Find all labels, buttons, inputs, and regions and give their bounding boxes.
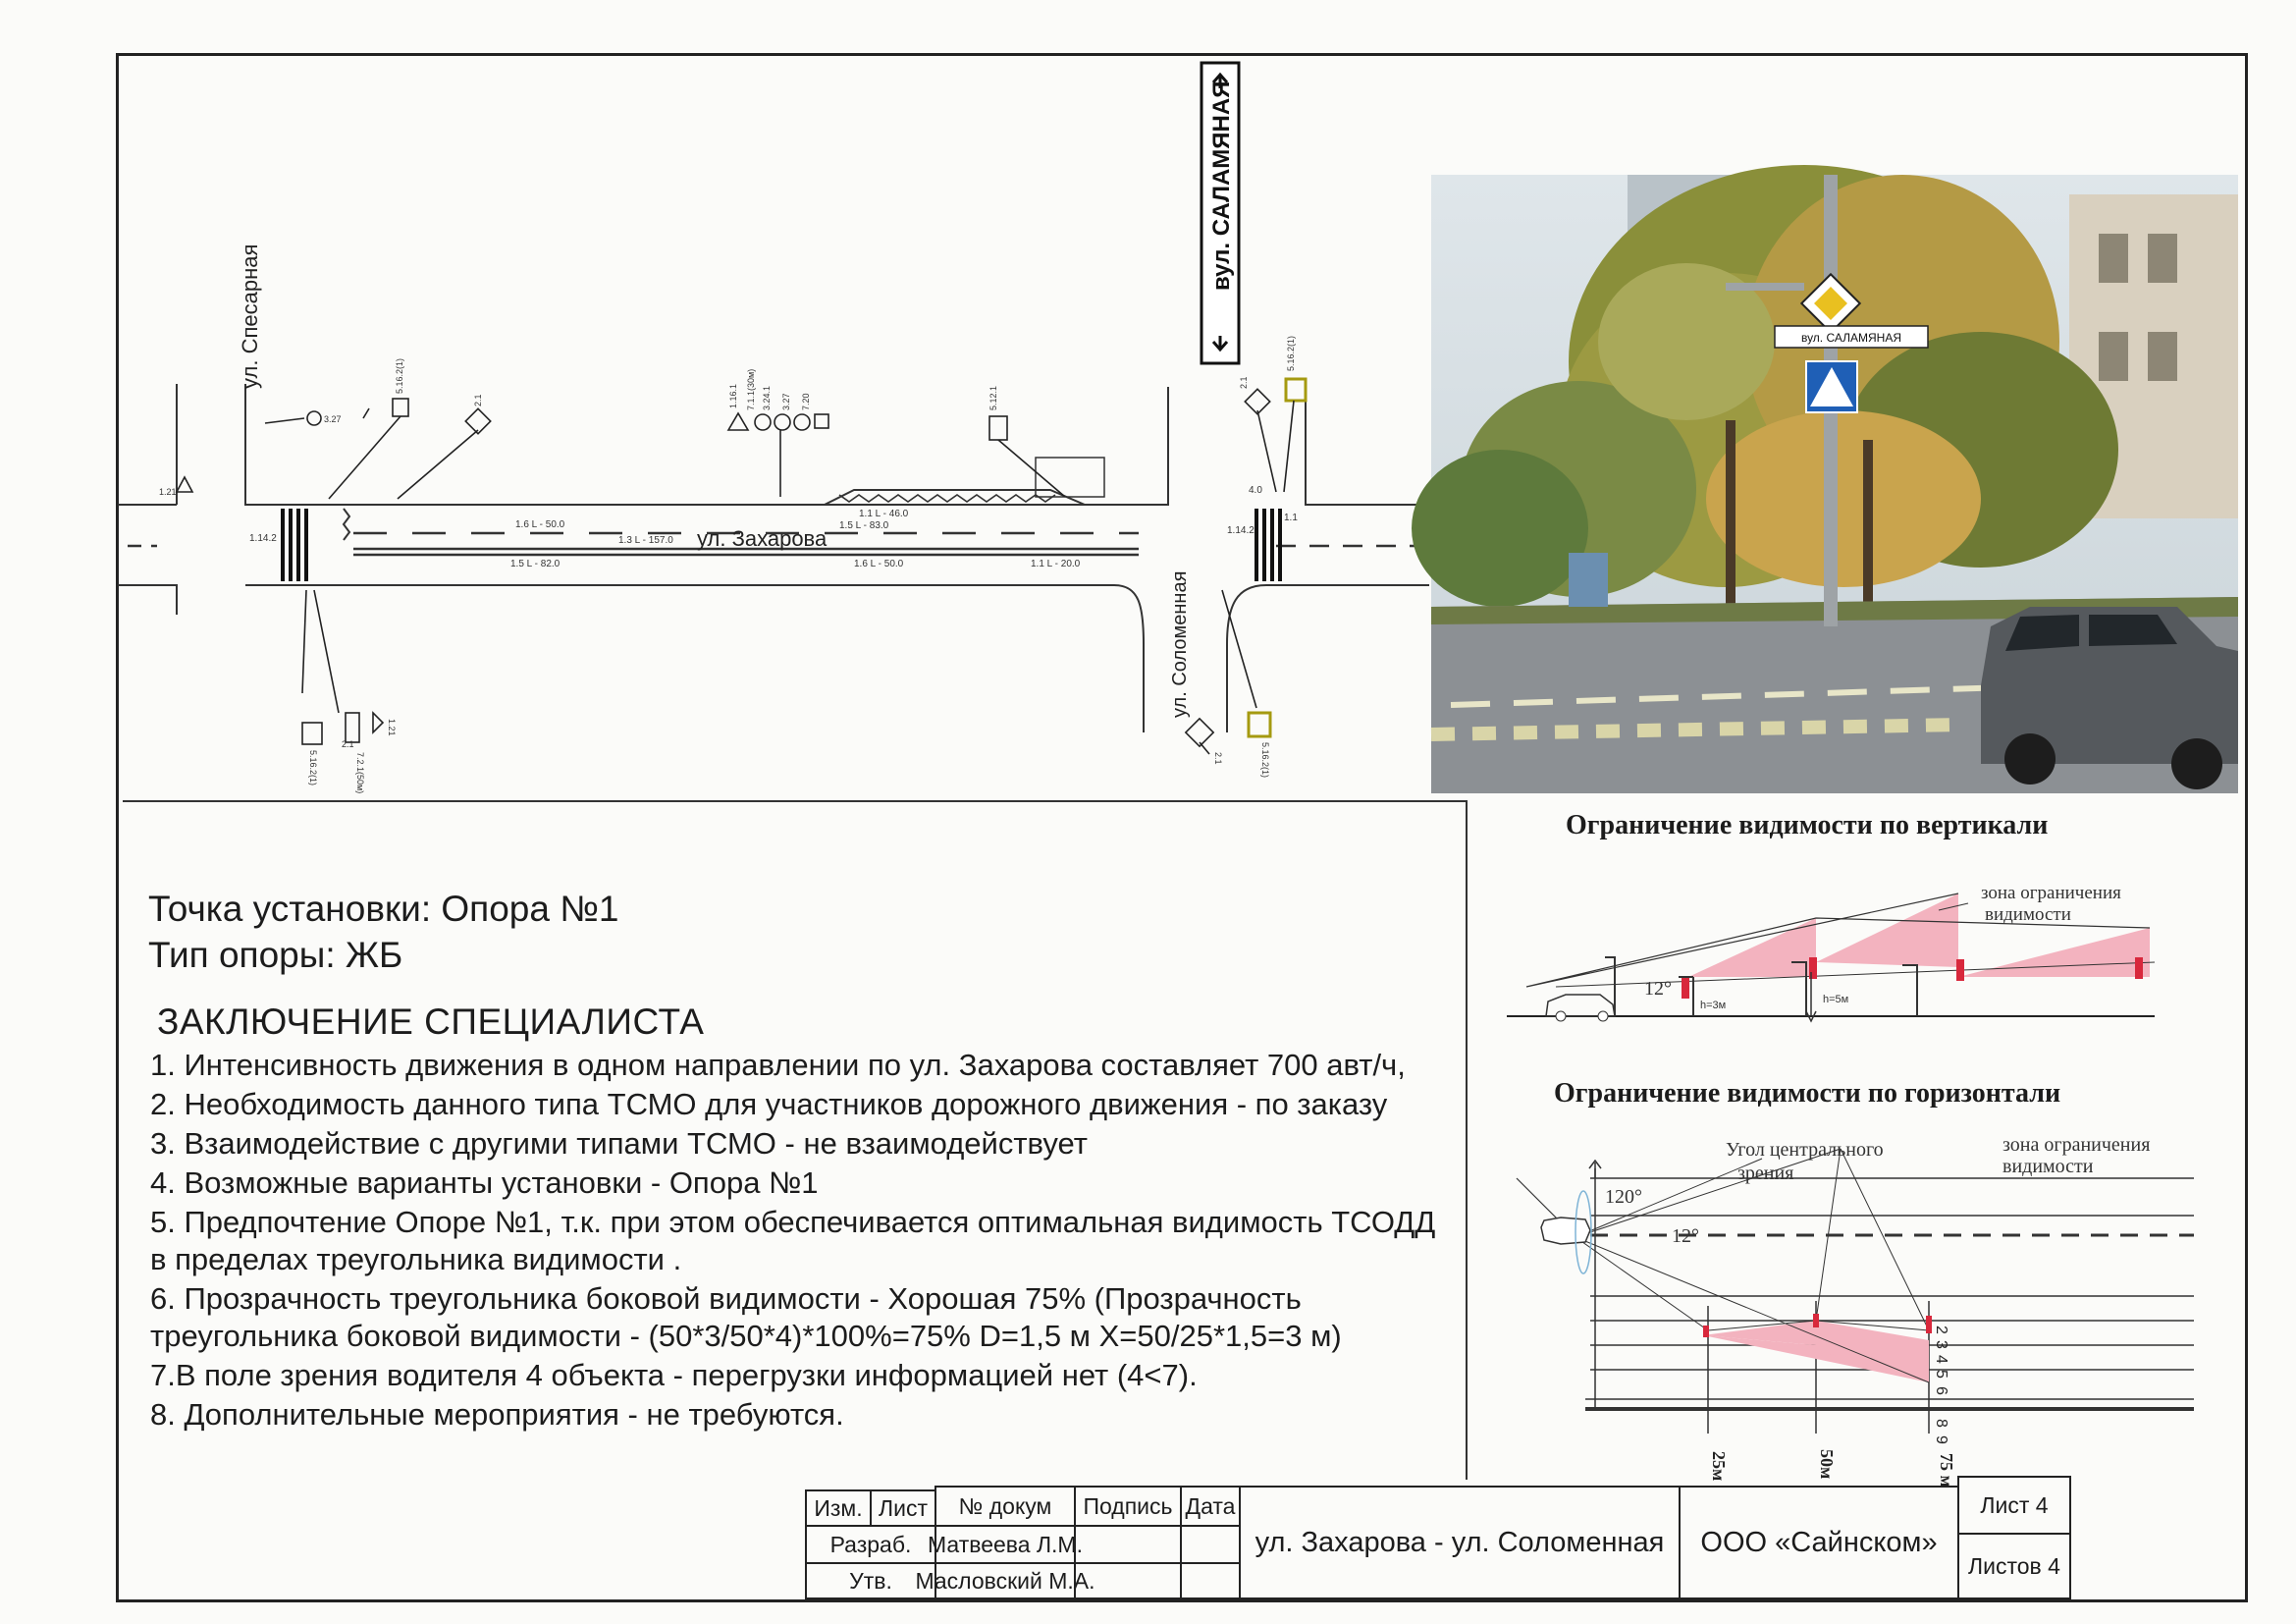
road-scheme [118, 55, 1429, 799]
svg-text:6: 6 [1933, 1386, 1949, 1395]
installation-point: Точка установки: Опора №1 [148, 889, 619, 929]
svg-text:1.6 L - 50.0: 1.6 L - 50.0 [854, 559, 904, 569]
developer-date [1180, 1525, 1241, 1564]
col-date: Дата [1180, 1486, 1241, 1527]
svg-text:5.16.2(1): 5.16.2(1) [395, 357, 404, 394]
svg-text:Угол центрального: Угол центрального [1726, 1139, 1884, 1161]
col-izm: Изм. [805, 1489, 872, 1527]
svg-text:2: 2 [1933, 1326, 1949, 1334]
road-signs [177, 379, 1306, 754]
svg-text:5.16.2(1): 5.16.2(1) [1260, 742, 1270, 779]
svg-text:5.16.2(1): 5.16.2(1) [1286, 335, 1296, 371]
svg-text:зона ограничения: зона ограничения [2002, 1134, 2151, 1156]
svg-text:1.14.2: 1.14.2 [1227, 525, 1255, 536]
street-photo [1431, 175, 2238, 793]
svg-text:120°: 120° [1605, 1186, 1642, 1208]
conclusion-item: 4. Возможные варианты установки - Опора №1 [150, 1165, 819, 1200]
svg-text:3: 3 [1933, 1340, 1949, 1349]
svg-text:8: 8 [1933, 1419, 1949, 1428]
svg-text:1.5 L - 82.0: 1.5 L - 82.0 [510, 559, 561, 569]
title-block [805, 1476, 2245, 1599]
col-list: Лист [870, 1489, 936, 1527]
visibility-diagrams [1468, 800, 2243, 1488]
svg-text:7.2.1(50м): 7.2.1(50м) [355, 752, 365, 794]
sign-labels [159, 336, 1296, 793]
street-spesarnaya: ул. Спесарная [238, 244, 262, 389]
svg-text:1.1: 1.1 [1284, 513, 1298, 523]
road-edges [118, 384, 1429, 732]
sheet-number: Лист 4 [1957, 1476, 2071, 1535]
sheet-count: Листов 4 [1957, 1533, 2071, 1599]
svg-text:5.16.2(1): 5.16.2(1) [308, 750, 318, 786]
svg-text:12°: 12° [1644, 978, 1672, 1000]
col-sign: Подпись [1074, 1486, 1182, 1527]
svg-text:1.21: 1.21 [387, 719, 397, 736]
horizontal-diagram [1468, 1129, 2243, 1488]
svg-text:h=3м: h=3м [1700, 1000, 1727, 1011]
developer-name: Матвеева Л.М. [934, 1525, 1076, 1564]
vertical-diagram-title: Ограничение видимости по вертикали [1566, 810, 2049, 840]
vertical-diagram [1468, 849, 2243, 1046]
car [1981, 607, 2238, 789]
crosswalk-left [283, 509, 306, 581]
support-type: Тип опоры: ЖБ [148, 935, 403, 975]
horizontal-diagram-title: Ограничение видимости по горизонтали [1554, 1078, 2061, 1109]
svg-text:2.1: 2.1 [473, 394, 483, 406]
svg-text:вул. САЛАМЯНАЯ: вул. САЛАМЯНАЯ [1208, 81, 1235, 291]
svg-text:25м: 25м [1709, 1451, 1729, 1482]
svg-text:2.1: 2.1 [1239, 376, 1249, 389]
svg-text:7.20: 7.20 [801, 393, 811, 410]
role-developer: Разраб. [805, 1525, 936, 1564]
svg-text:1.21: 1.21 [159, 487, 177, 497]
street-name-sign [1775, 326, 1928, 348]
conclusion-item: 1. Интенсивность движения в одном направлении по ул. Захарова составляет 700 авт/ч, [150, 1048, 1406, 1082]
conclusion-item: в пределах треугольника видимости . [150, 1242, 682, 1276]
svg-text:3.24.1: 3.24.1 [762, 385, 772, 410]
svg-text:75 м: 75 м [1937, 1453, 1956, 1488]
svg-text:зрения: зрения [1737, 1163, 1794, 1184]
conclusion-item: треугольника боковой видимости - (50*3/50*4)*100%=75% D=1,5 м X=50/25*1,5=3 м) [150, 1319, 1342, 1353]
conclusion-panel [123, 800, 1468, 1480]
company-name: ООО «Сайнском» [1679, 1486, 1959, 1599]
svg-text:12°: 12° [1672, 1225, 1699, 1247]
svg-text:2.1: 2.1 [1213, 752, 1223, 765]
svg-text:7.1.1(30м): 7.1.1(30м) [746, 368, 756, 410]
approver-date [1180, 1562, 1241, 1599]
approver-name: Масловский М.А. [934, 1562, 1076, 1599]
svg-text:зона ограничения: зона ограничения [1981, 883, 2121, 903]
conclusion-item: 5. Предпочтение Опоре №1, т.к. при этом обеспечивается оптимальная видимость ТСОДД [150, 1205, 1436, 1239]
conclusion-item: 8. Дополнительные мероприятия - не требуются. [150, 1397, 844, 1432]
svg-text:вул. САЛАМЯНАЯ: вул. САЛАМЯНАЯ [1800, 331, 1902, 345]
approver-signature [1074, 1562, 1182, 1599]
crosswalk-sign [1806, 361, 1857, 412]
svg-text:9: 9 [1933, 1435, 1949, 1444]
svg-text:1.5 L - 83.0: 1.5 L - 83.0 [839, 520, 889, 531]
svg-text:видимости: видимости [1985, 904, 2071, 925]
street-zakharova: ул. Захарова [697, 526, 828, 551]
svg-text:5: 5 [1933, 1370, 1949, 1379]
street-solomennaya: ул. Соломенная [1169, 570, 1191, 718]
svg-text:5.12.1: 5.12.1 [988, 385, 998, 410]
svg-text:1.6 L - 50.0: 1.6 L - 50.0 [515, 519, 565, 530]
svg-text:видимости: видимости [2002, 1156, 2094, 1177]
svg-text:4.0: 4.0 [1249, 485, 1262, 496]
svg-text:3.27: 3.27 [781, 393, 791, 410]
conclusion-item: 2. Необходимость данного типа ТСМО для участников дорожного движения - по заказу [150, 1087, 1388, 1121]
conclusion-item: 6. Прозрачность треугольника боковой видимости - Хорошая 75% (Прозрачность [150, 1281, 1302, 1316]
svg-text:1.14.2: 1.14.2 [249, 533, 277, 544]
col-doc: № докум [934, 1486, 1076, 1527]
svg-text:50м: 50м [1817, 1449, 1837, 1480]
svg-text:1.1 L - 46.0: 1.1 L - 46.0 [859, 509, 909, 519]
salamyanaya-street-sign [1201, 63, 1239, 363]
svg-text:4: 4 [1933, 1355, 1949, 1364]
developer-signature [1074, 1525, 1182, 1564]
svg-text:2.1: 2.1 [342, 739, 354, 749]
svg-text:1.1 L - 20.0: 1.1 L - 20.0 [1031, 559, 1081, 569]
conclusion-item: 7.В поле зрения водителя 4 объекта - перегрузки информацией нет (4<7). [150, 1358, 1198, 1392]
conclusion-item: 3. Взаимодействие с другими типами ТСМО - не взаимодействует [150, 1126, 1088, 1161]
svg-text:3.27: 3.27 [324, 414, 342, 424]
conclusion-heading: ЗАКЛЮЧЕНИЕ СПЕЦИАЛИСТА [157, 1001, 705, 1042]
role-approved: Утв. [805, 1562, 936, 1599]
svg-text:1.3 L - 157.0: 1.3 L - 157.0 [618, 535, 673, 546]
svg-text:h=5м: h=5м [1823, 994, 1849, 1005]
svg-text:1.16.1: 1.16.1 [728, 383, 738, 408]
object-name: ул. Захарова - ул. Соломенная [1239, 1486, 1681, 1599]
